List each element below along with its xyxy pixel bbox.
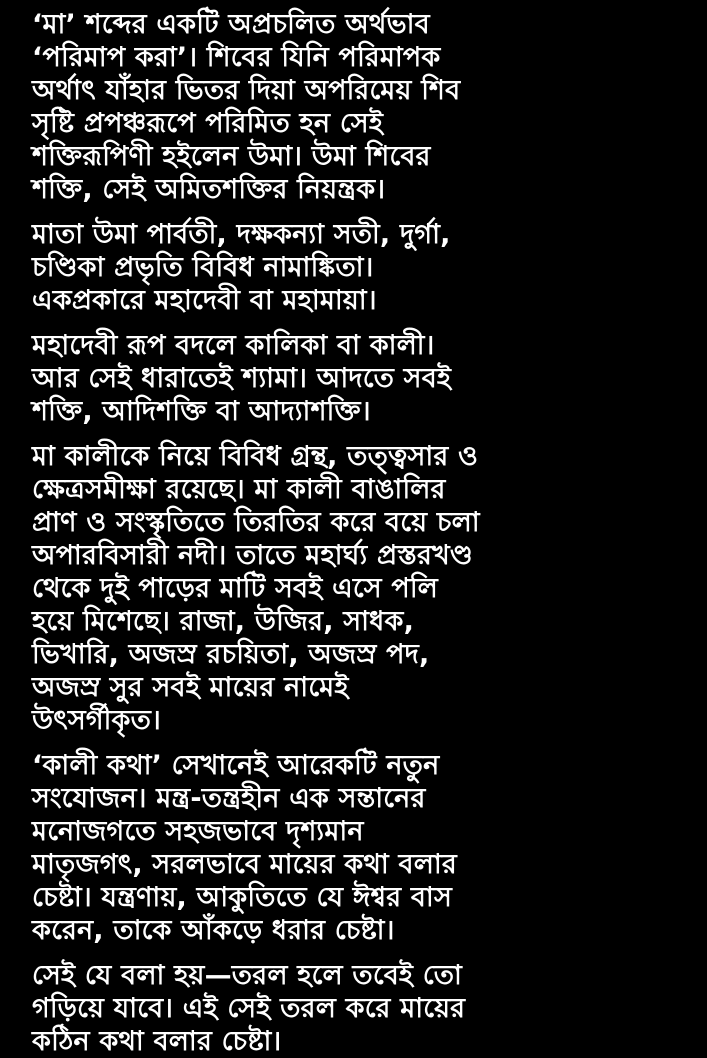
paragraph-2 (32, 218, 692, 317)
text-line: সংযোজন। মন্ত্র-তন্ত্রহীন এক সন্তানের (32, 783, 426, 814)
text-line: অপারবিসারী নদী। তাতে মহার্ঘ্য প্রস্তরখণ্ড (32, 540, 474, 571)
text-line: শক্তি, সেই অমিতশক্তির নিয়ন্ত্রক। (32, 174, 386, 205)
document-page (32, 8, 692, 1057)
text-line: সৃষ্টি প্রপঞ্চরূপে পরিমিত হন সেই (32, 108, 384, 139)
text-line: উৎসর্গীকৃত। (32, 705, 161, 736)
text-line: ‘পরিমাপ করা’। শিবের যিনি পরিমাপক (32, 42, 441, 73)
paragraph-1 (32, 8, 692, 206)
text-line: থেকে দুই পাড়ের মাটি সবই এসে পলি (32, 573, 438, 604)
text-line: হয়ে মিশেছে। রাজা, উজির, সাধক, (32, 606, 415, 637)
paragraph-4 (32, 440, 692, 737)
text-line: শক্তিরূপিণী হইলেন উমা। উমা শিবের (32, 141, 431, 172)
paragraph-6 (32, 959, 692, 1058)
text-line: করেন, তাকে আঁকড়ে ধরার চেষ্টা। (32, 915, 395, 946)
text-line: চেষ্টা। যন্ত্রণায়, আকুতিতে যে ঈশ্বর বাস (32, 882, 452, 913)
text-line: শক্তি, আদিশক্তি বা আদ্যাশক্তি। (32, 396, 371, 427)
text-line: ভিখারি, অজস্র রচয়িতা, অজস্র পদ, (32, 639, 430, 670)
text-line: মা কালীকে নিয়ে বিবিধ গ্রন্থ, তত্ত্বসার ও (32, 441, 479, 472)
text-line: মহাদেবী রূপ বদলে কালিকা বা কালী। (32, 330, 435, 361)
text-line: সেই যে বলা হয়—তরল হলে তবেই তো (32, 960, 463, 991)
text-line: চণ্ডিকা প্রভৃতি বিবিধ নামাঙ্কিতা। (32, 252, 374, 283)
text-line: অর্থাৎ যাঁহার ভিতর দিয়া অপরিমেয় শিব (32, 75, 461, 106)
text-line: কঠিন কথা বলার চেষ্টা। (32, 1026, 282, 1057)
text-line: গড়িয়ে যাবে। এই সেই তরল করে মায়ের (32, 993, 466, 1024)
text-line: মাতৃজগৎ, সরলভাবে মায়ের কথা বলার (32, 849, 457, 880)
text-line: প্রাণ ও সংস্কৃতিতে তিরতির করে বয়ে চলা (32, 507, 480, 538)
text-line: ক্ষেত্রসমীক্ষা রয়েছে। মা কালী বাঙালির (32, 474, 446, 505)
text-line: মনোজগতে সহজভাবে দৃশ্যমান (32, 816, 364, 847)
paragraph-5 (32, 749, 692, 947)
text-line: মাতা উমা পার্বতী, দক্ষকন্যা সতী, দুর্গা, (32, 219, 451, 250)
text-line: ‘কালী কথা’ সেখানেই আরেকটি নতুন (32, 750, 440, 781)
paragraph-3 (32, 329, 692, 428)
text-line: আর সেই ধারাতেই শ্যামা। আদতে সবই (32, 363, 452, 394)
text-line: ‘মা’ শব্দের একটি অপ্রচলিত অর্থভাব (32, 9, 430, 40)
text-line: একপ্রকারে মহাদেবী বা মহামায়া। (32, 285, 377, 316)
text-line: অজস্র সুর সবই মায়ের নামেই (32, 672, 349, 703)
